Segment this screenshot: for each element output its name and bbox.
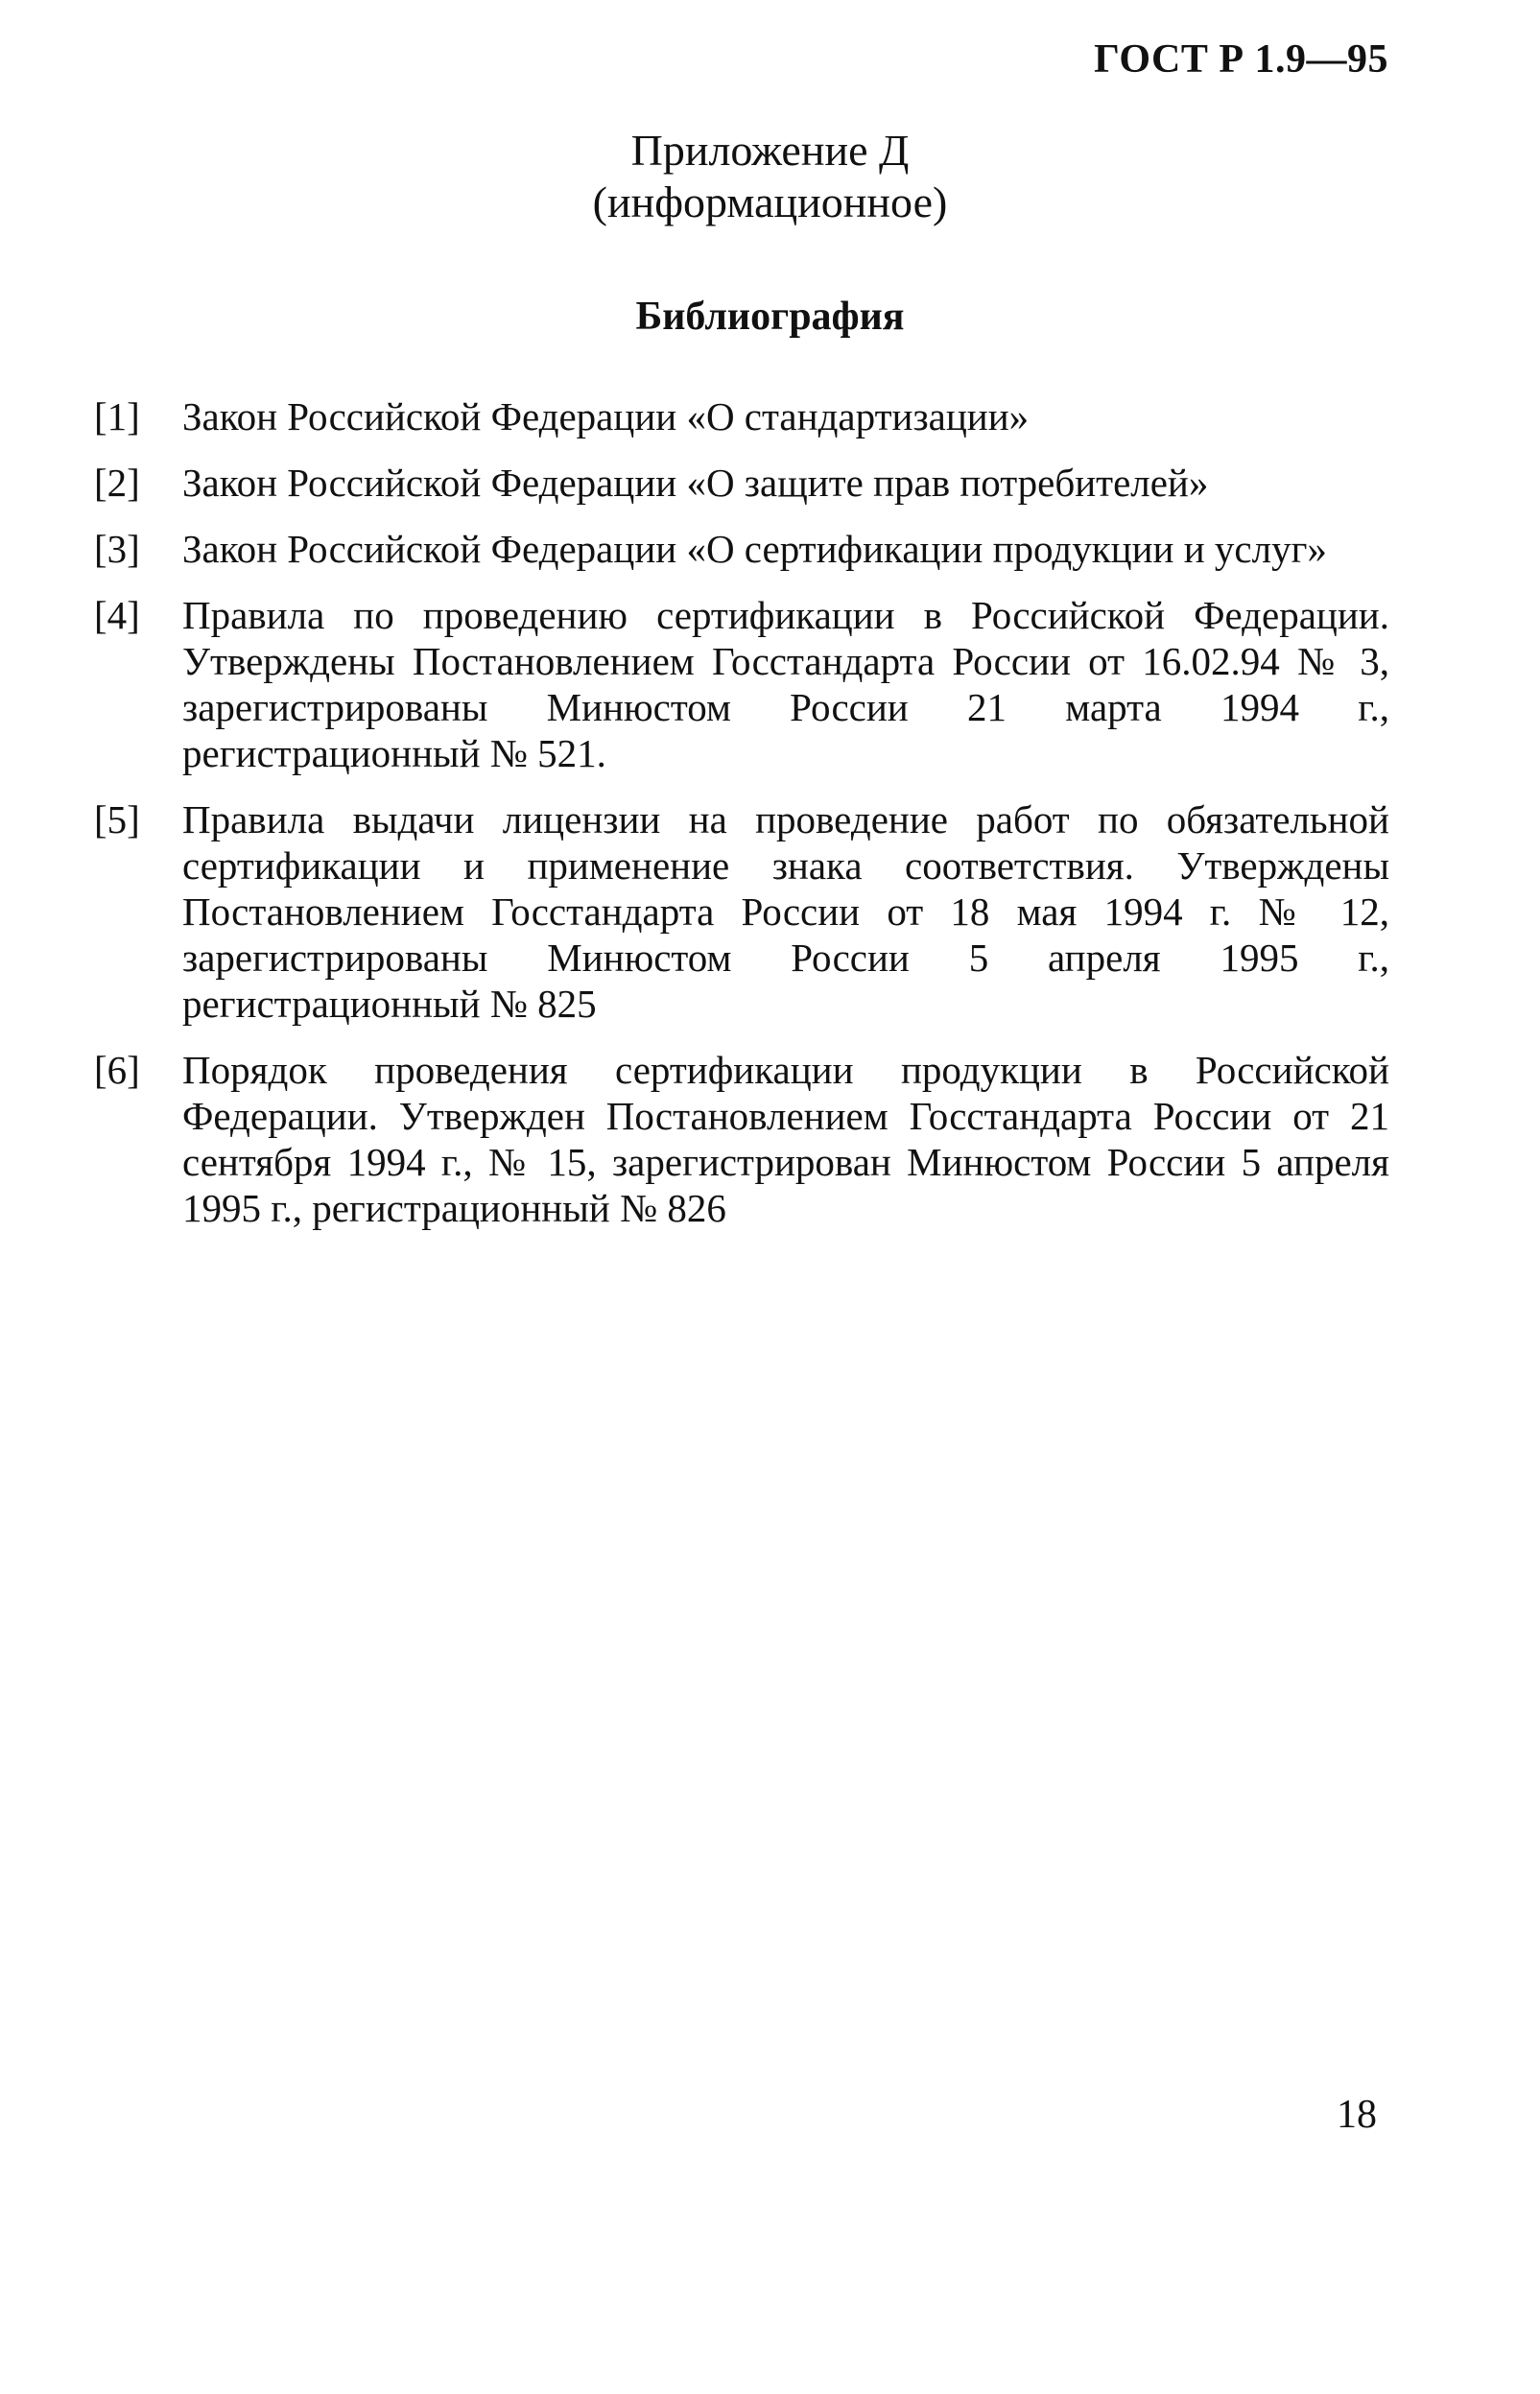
entry-number: [6]	[94, 1048, 140, 1092]
appendix-title: Приложение Д	[630, 126, 910, 175]
entry-text: Закон Российской Федерации «О защите прав потребителей»	[182, 461, 1209, 505]
appendix-heading	[0, 125, 1540, 228]
page-number: 18	[1337, 2093, 1377, 2137]
entry-number: [5]	[94, 797, 140, 841]
bibliography-entry	[94, 460, 1389, 506]
entry-text: Порядок проведения сертификации продукции в Российской Федерации. Утвержден Постановлением Госстандарта России от 21 сентября 1994 г., № 15, зарегистрирован Минюстом России 5 апреля 1995 г., регистрационный № 826	[182, 1048, 1389, 1230]
entry-number: [2]	[94, 461, 140, 505]
standard-code: ГОСТ Р 1.9—95	[1094, 37, 1388, 82]
entry-number: [1]	[94, 394, 140, 439]
entry-text: Правила выдачи лицензии на проведение работ по обязательной сертификации и применение знака соответствия. Утверждены Постановлением Госстандарта России от 18 мая 1994 г. № 12, зарегистрированы Минюстом России 5 апреля 1995 г., регистрационный № 825	[182, 797, 1389, 1026]
bibliography-entry	[94, 526, 1389, 572]
entry-text: Правила по проведению сертификации в Российской Федерации. Утверждены Постановлением Госстандарта России от 16.02.94 № 3, зарегистрированы Минюстом России 21 марта 1994 г., регистрационный № 521.	[182, 593, 1389, 775]
entry-text: Закон Российской Федерации «О стандартизации»	[182, 394, 1030, 439]
bibliography-list	[94, 393, 1389, 1251]
appendix-subtitle: (информационное)	[592, 178, 948, 226]
bibliography-title: Библиография	[635, 295, 905, 339]
bibliography-entry	[94, 1047, 1389, 1231]
bibliography-entry	[94, 796, 1389, 1027]
bibliography-entry	[94, 393, 1389, 439]
bibliography-entry	[94, 592, 1389, 776]
entry-text: Закон Российской Федерации «О сертификации продукции и услуг»	[182, 527, 1327, 571]
entry-number: [3]	[94, 527, 140, 571]
entry-number: [4]	[94, 593, 140, 637]
